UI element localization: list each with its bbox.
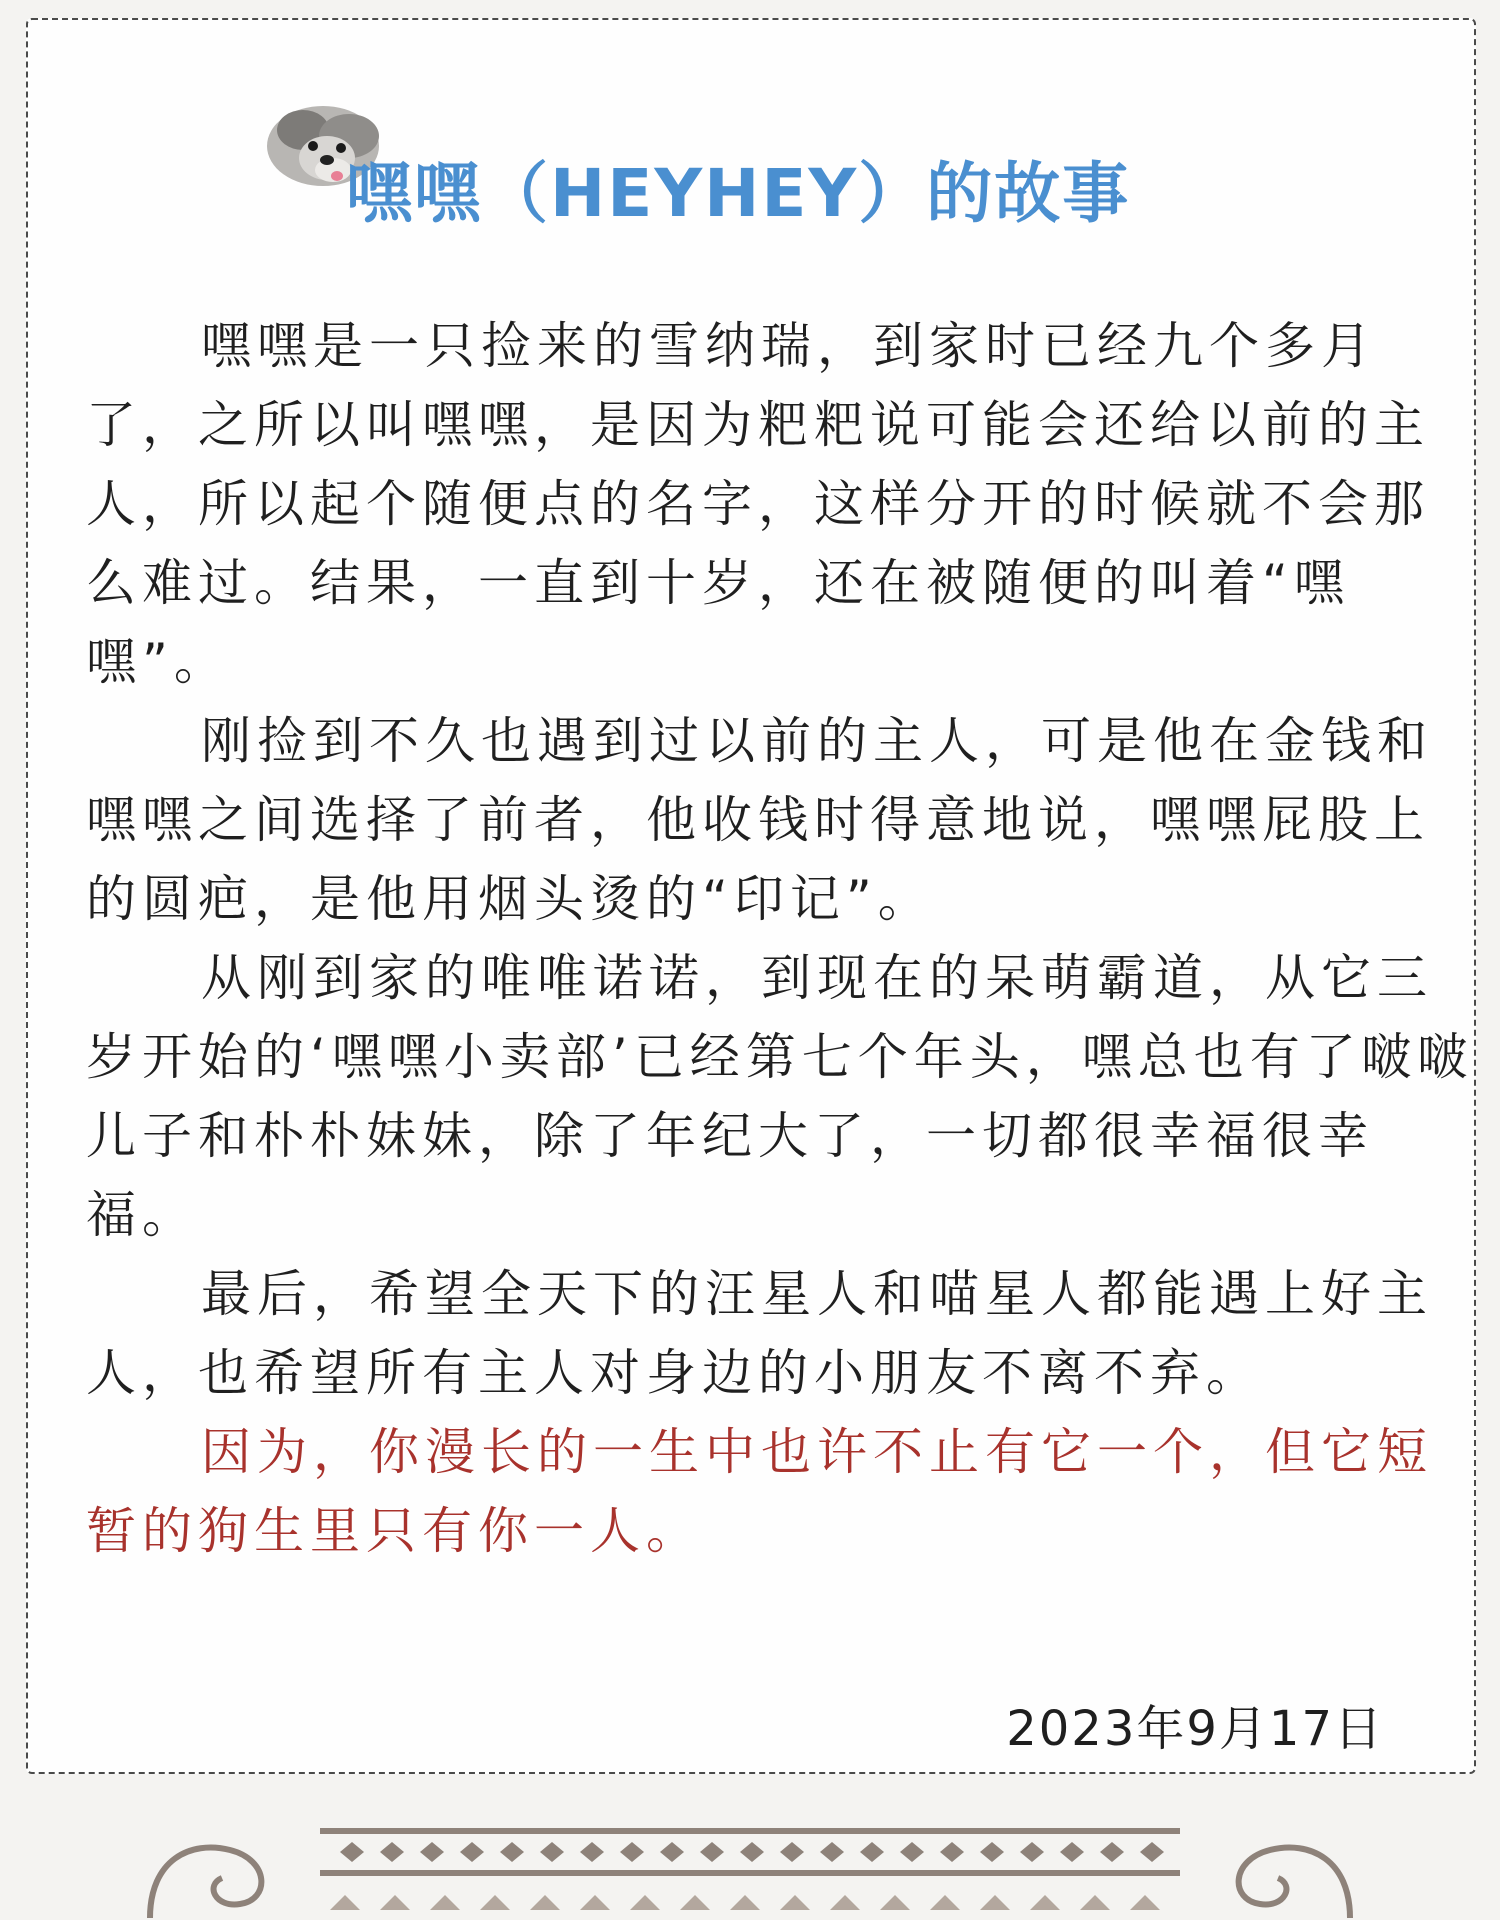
title-row bbox=[263, 100, 1263, 240]
paragraph-2: 刚捡到不久也遇到过以前的主人，可是他在金钱和嘿嘿之间选择了前者，他收钱时得意地说，嘿嘿屁股上的圆疤，是他用烟头烫的“印记”。 bbox=[86, 712, 1433, 928]
date-label: 2023年9月17日 bbox=[1006, 1701, 1384, 1757]
ornamental-border-icon bbox=[0, 1800, 1500, 1920]
story-body bbox=[86, 307, 1481, 1571]
story-card bbox=[26, 18, 1476, 1774]
paragraph-4: 最后，希望全天下的汪星人和喵星人都能遇上好主人，也希望所有主人对身边的小朋友不离不弃。 bbox=[86, 1265, 1433, 1402]
page-title: 嘿嘿（HEYHEY）的故事 bbox=[346, 155, 1131, 232]
paragraph-3: 从刚到家的唯唯诺诺，到现在的呆萌霸道，从它三岁开始的‘嘿嘿小卖部’已经第七个年头，嘿总也有了啵啵儿子和朴朴妹妹，除了年纪大了，一切都很幸福很幸福。 bbox=[86, 949, 1474, 1244]
paragraph-1: 嘿嘿是一只捡来的雪纳瑞，到家时已经九个多月了，之所以叫嘿嘿，是因为粑粑说可能会还给以前的主人，所以起个随便点的名字，这样分开的时候就不会那么难过。结果，一直到十岁，还在被随便的叫着“嘿嘿”。 bbox=[86, 317, 1430, 691]
closing-paragraph: 因为，你漫长的一生中也许不止有它一个，但它短暂的狗生里只有你一人。 bbox=[86, 1423, 1433, 1560]
